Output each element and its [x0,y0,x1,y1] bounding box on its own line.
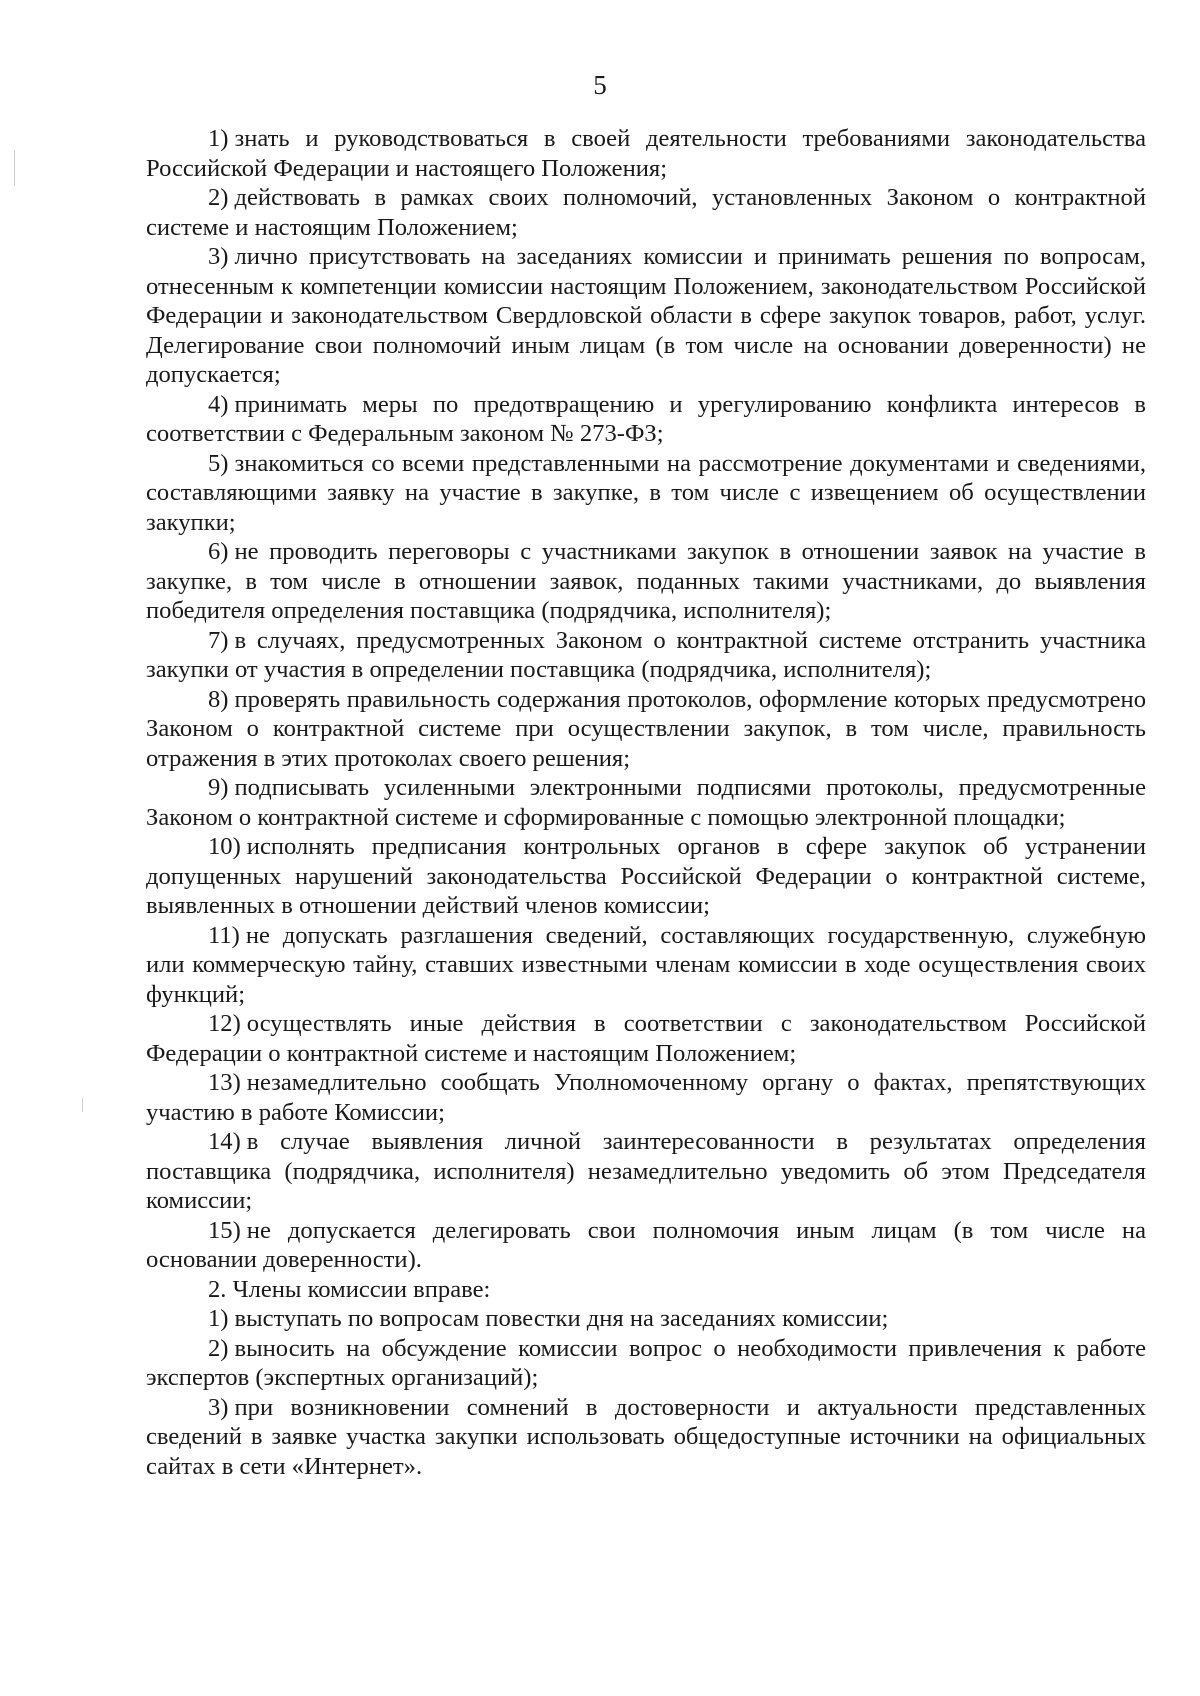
duty-number: 11) [208,921,240,949]
duty-number: 6) [208,538,229,565]
scan-artifact-line [82,1098,83,1112]
duty-text: не проводить переговоры с участниками закупок в отношении заявок на участие в закупке, в том числе в отношении заявок, поданных такими участниками, до выявления победителя определения поставщика (подрядчика, исполнителя); [146,538,1146,624]
duty-number: 7) [208,626,229,654]
right-item-3 [146,1393,1146,1482]
duty-item-1 [146,124,1146,183]
duty-item-8 [146,685,1146,774]
duty-text: осуществлять иные действия в соответствии с законодательством Российской Федерации о контрактной системе и настоящим Положением; [146,1010,1146,1067]
duty-item-7 [146,626,1146,685]
duty-text: знакомиться со всеми представленными на рассмотрение документами и сведениями, составляющими заявку на участие в закупке, в том числе с извещением об осуществлении закупки; [146,449,1146,536]
duty-number: 12) [208,1010,241,1037]
duty-text: незамедлительно сообщать Уполномоченному органу о фактах, препятствующих участию в работе Комиссии; [146,1069,1146,1126]
duty-item-4 [146,390,1146,449]
duty-text: не допускается делегировать свои полномочия иным лицам (в том числе на основании доверенности). [146,1216,1146,1273]
duty-text: знать и руководствоваться в своей деятельности требованиями законодательства Российской Федерации и настоящего Положения; [146,125,1146,182]
duty-item-3 [146,242,1146,390]
right-text: выступать по вопросам повестки дня на заседаниях комиссии; [234,1305,889,1332]
duty-number: 2) [208,184,229,211]
duty-number: 8) [208,685,229,713]
duty-text: принимать меры по предотвращению и урегулированию конфликта интересов в соответствии с Федеральным законом № 273-ФЗ; [146,390,1146,447]
duty-text: проверять правильность содержания протоколов, оформление которых предусмотрено Законом о контрактной системе при осуществлении закупок, в том числе, правильность отражения в этих протоколах своего решения; [146,685,1146,772]
right-item-2 [146,1334,1146,1393]
duty-item-11 [146,921,1146,1010]
duty-number: 14) [208,1128,241,1155]
duty-number: 5) [208,449,229,477]
duty-number: 4) [208,390,229,418]
page-number: 5 [593,70,607,100]
duty-item-14 [146,1127,1146,1216]
duty-text: в случае выявления личной заинтересованности в результатах определения поставщика (подрядчика, исполнителя) незамедлительно уведомить об этом Председателя комиссии; [146,1128,1146,1214]
document-body [146,124,1146,1481]
duty-text: не допускать разглашения сведений, составляющих государственную, служебную или коммерческую тайну, ставших известными членам комиссии в ходе осуществления своих функций; [146,921,1146,1008]
right-item-1 [146,1304,1146,1334]
right-text: при возникновении сомнений в достоверности и актуальности представленных сведений в заявке участка закупки использовать общедоступные источники на официальных сайтах в сети «Интернет». [146,1393,1146,1480]
duty-number: 3) [208,243,229,270]
scan-artifact-line [14,150,15,186]
duty-item-12 [146,1009,1146,1068]
duty-text: исполнять предписания контрольных органов в сфере закупок об устранении допущенных нарушений законодательства Российской Федерации о контрактной системе, выявленных в отношении действий членов комиссии; [146,833,1146,919]
rights-heading: 2. Члены комиссии вправе: [208,1275,491,1303]
duty-item-6 [146,537,1146,626]
duty-text: в случаях, предусмотренных Законом о контрактной системе отстранить участника закупки от участия в определении поставщика (подрядчика, исполнителя); [146,626,1146,683]
duty-item-10 [146,832,1146,921]
duty-text: действовать в рамках своих полномочий, установленных Законом о контрактной системе и настоящим Положением; [146,184,1146,241]
duty-item-2 [146,183,1146,242]
duty-item-13 [146,1068,1146,1127]
duty-item-9 [146,773,1146,832]
duty-number: 15) [208,1216,241,1244]
duty-number: 13) [208,1069,241,1096]
right-number: 3) [208,1393,229,1421]
duty-number: 9) [208,774,229,801]
duty-number: 10) [208,833,241,860]
right-number: 1) [208,1305,229,1332]
duty-item-5 [146,449,1146,538]
right-text: выносить на обсуждение комиссии вопрос о необходимости привлечения к работе экспертов (экспертных организаций); [146,1334,1146,1391]
right-number: 2) [208,1334,229,1362]
duty-text: лично присутствовать на заседаниях комиссии и принимать решения по вопросам, отнесенным к компетенции комиссии настоящим Положением, законодательством Российской Федерации и законодательством Свердловской области в сфере закупок товаров, работ, услуг. Делегирование свои полномочий иным лицам (в том числе на основании доверенности) не допускается; [146,243,1146,388]
duty-text: подписывать усиленными электронными подписями протоколы, предусмотренные Законом о контрактной системе и сформированные с помощью электронной площадки; [146,774,1146,831]
duty-item-15 [146,1216,1146,1275]
duty-number: 1) [208,125,229,152]
